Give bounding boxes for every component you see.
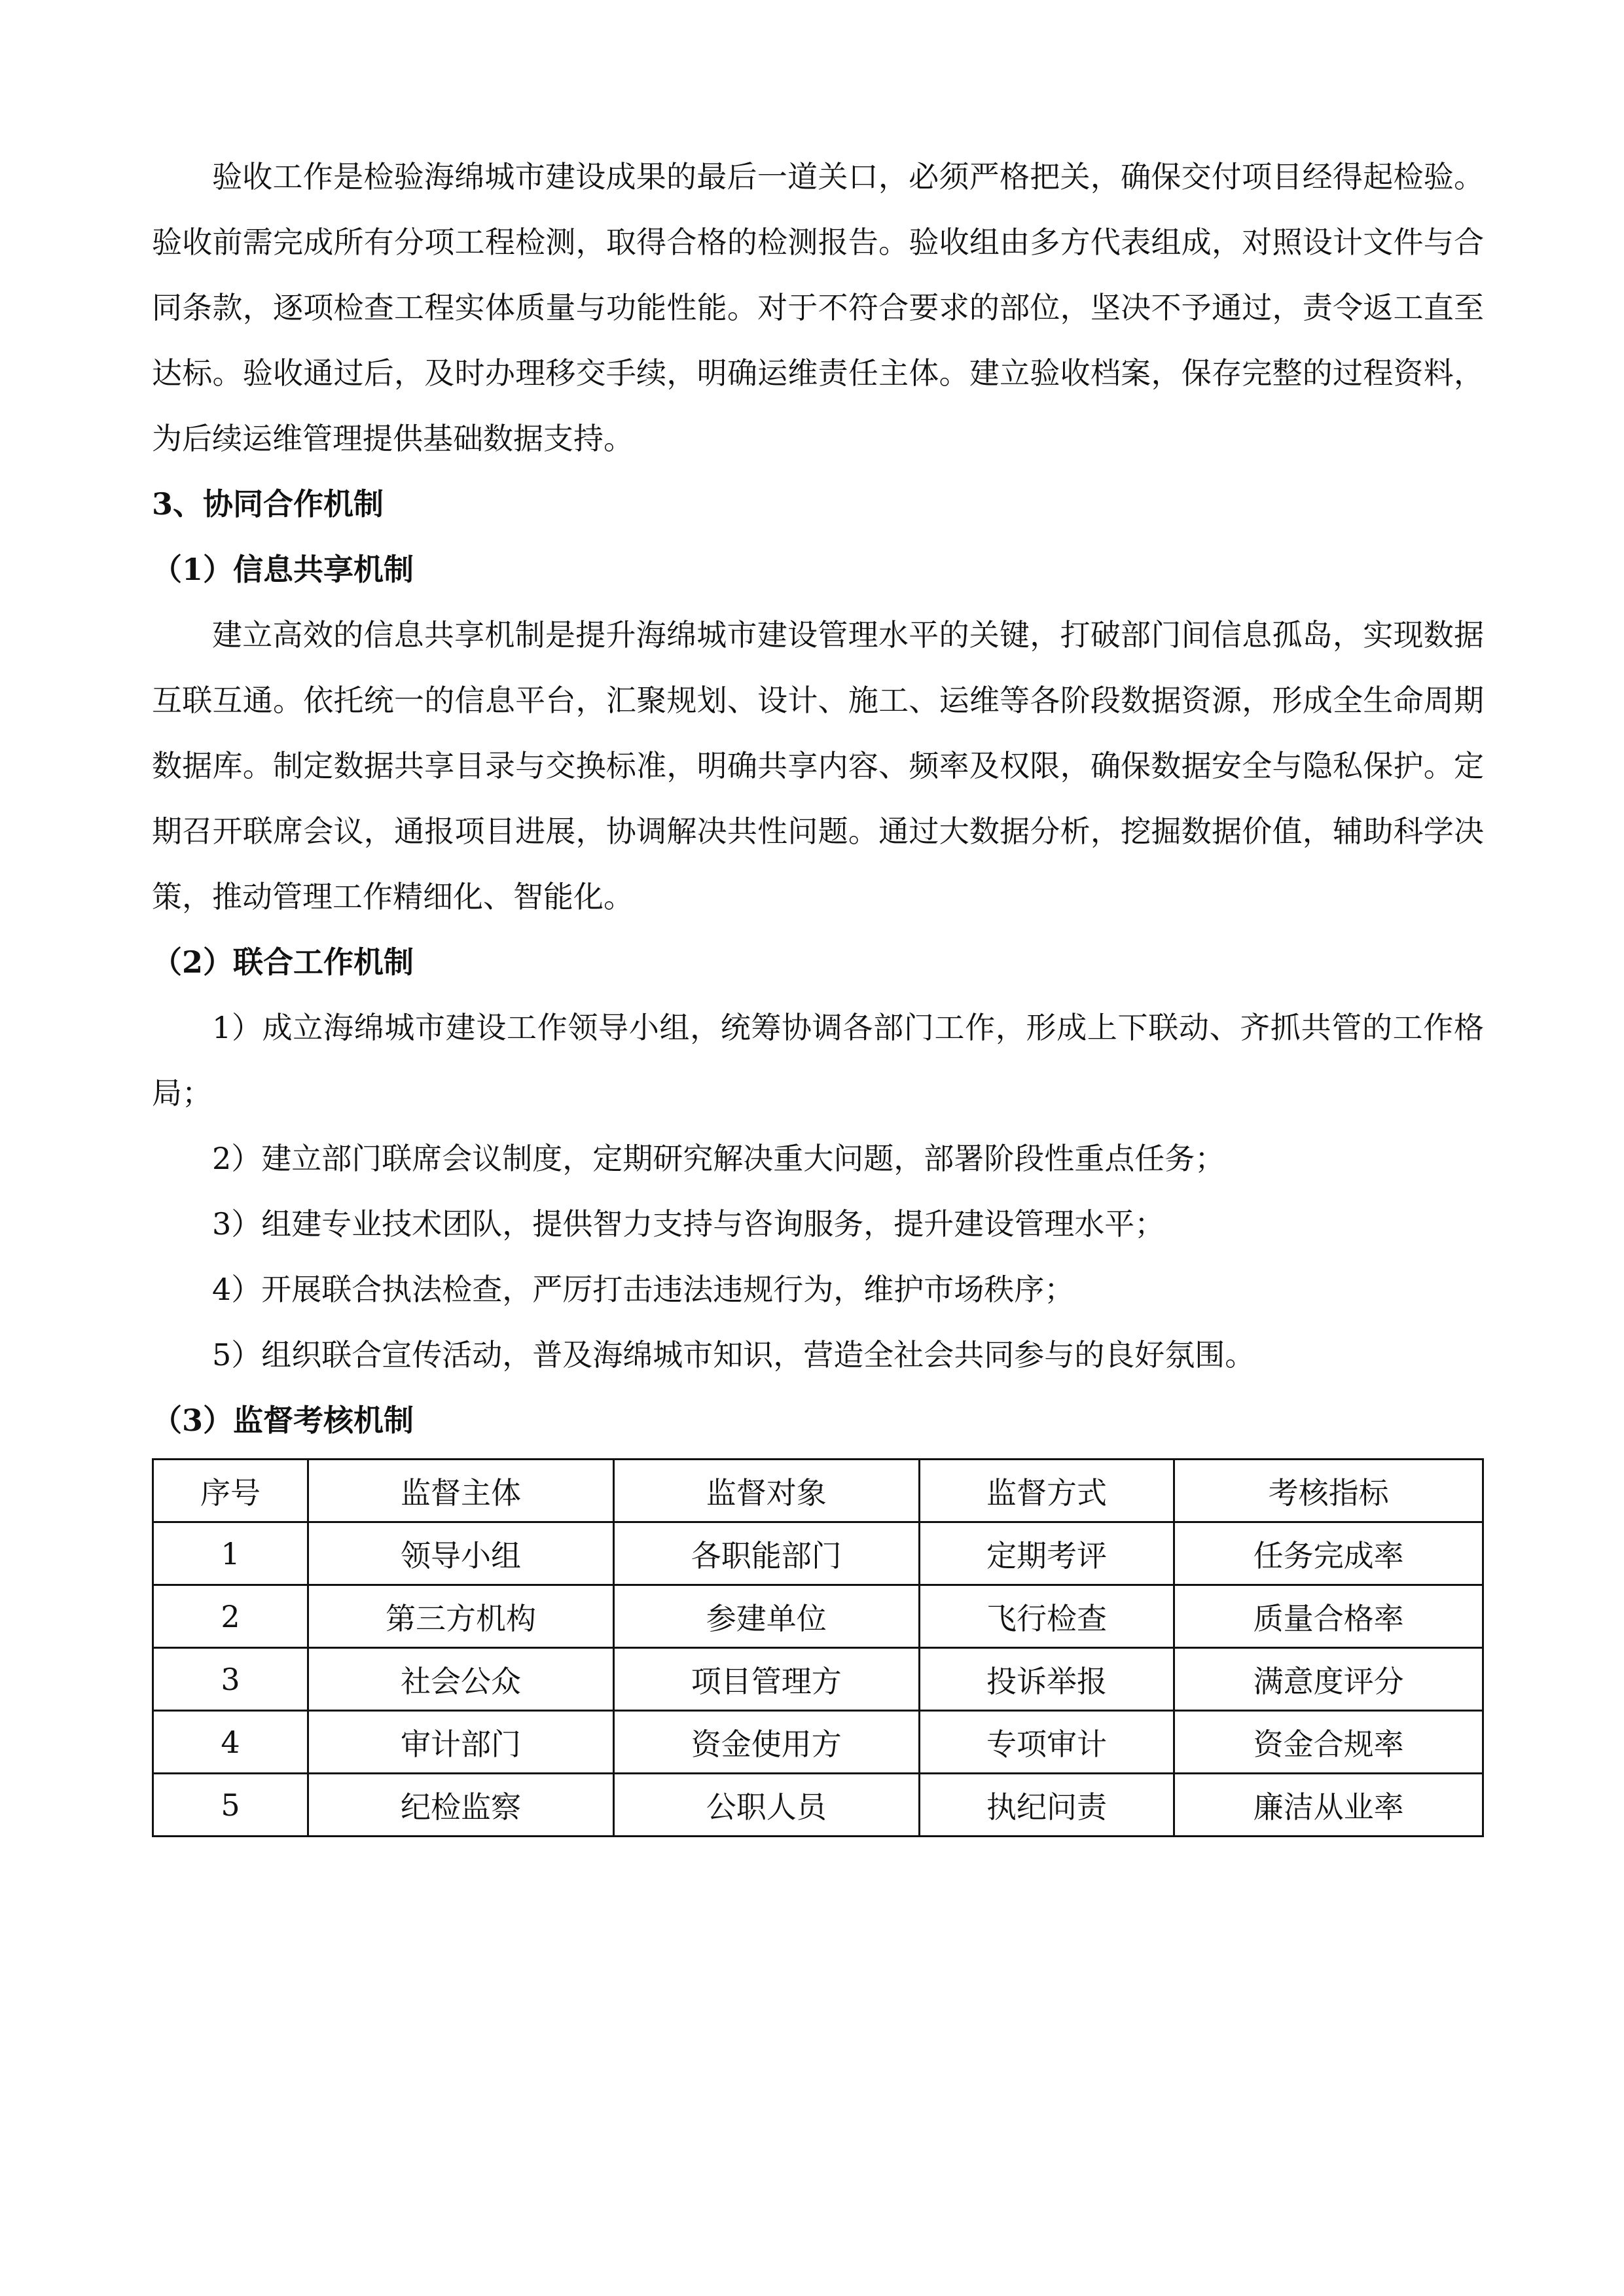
table-cell: 参建单位	[613, 1585, 919, 1648]
paragraph-acceptance: 验收工作是检验海绵城市建设成果的最后一道关口，必须严格把关，确保交付项目经得起检验。验收前需完成所有分项工程检测，取得合格的检测报告。验收组由多方代表组成，对照设计文件与合同条款，逐项检查工程实体质量与功能性能。对于不符合要求的部位，坚决不予通过，责令返工直至达标。验收通过后，及时办理移交手续，明确运维责任主体。建立验收档案，保存完整的过程资料，为后续运维管理提供基础数据支持。	[152, 159, 1484, 456]
table-cell: 资金合规率	[1174, 1711, 1483, 1774]
table-cell: 1	[153, 1522, 308, 1585]
table-cell: 资金使用方	[613, 1711, 919, 1774]
table-cell: 社会公众	[308, 1648, 614, 1711]
table-row	[153, 1774, 1483, 1837]
table-cell: 廉洁从业率	[1174, 1774, 1483, 1837]
list-item: 2）建立部门联席会议制度，定期研究解决重大问题，部署阶段性重点任务；	[212, 1141, 1225, 1176]
table-cell: 审计部门	[308, 1711, 614, 1774]
table-row	[153, 1522, 1483, 1585]
table-cell: 第三方机构	[308, 1585, 614, 1648]
table-cell: 满意度评分	[1174, 1648, 1483, 1711]
table-cell: 质量合格率	[1174, 1585, 1483, 1648]
table-cell: 纪检监察	[308, 1774, 614, 1837]
table-cell: 飞行检查	[919, 1585, 1174, 1648]
table-cell: 公职人员	[613, 1774, 919, 1837]
table-row	[153, 1648, 1483, 1711]
column-header-method: 监督方式	[919, 1460, 1174, 1522]
document-page	[152, 144, 1484, 1837]
table-cell: 投诉举报	[919, 1648, 1174, 1711]
table-cell: 定期考评	[919, 1522, 1174, 1585]
list-item: 3）组建专业技术团队，提供智力支持与咨询服务，提升建设管理水平；	[212, 1206, 1165, 1242]
table-cell: 执纪问责	[919, 1774, 1174, 1837]
column-header-object: 监督对象	[613, 1460, 919, 1522]
supervision-table	[152, 1458, 1484, 1837]
subheading-supervision: （3）监督考核机制	[152, 1403, 414, 1438]
list-item: 4）开展联合执法检查，严厉打击违法违规行为，维护市场秩序；	[212, 1272, 1075, 1307]
table-cell: 领导小组	[308, 1522, 614, 1585]
column-header-subject: 监督主体	[308, 1460, 614, 1522]
column-header-indicator: 考核指标	[1174, 1460, 1483, 1522]
subheading-joint-work: （2）联合工作机制	[152, 944, 414, 980]
table-cell: 5	[153, 1774, 308, 1837]
list-item: 5）组织联合宣传活动，普及海绵城市知识，营造全社会共同参与的良好氛围。	[212, 1337, 1255, 1372]
table-cell: 各职能部门	[613, 1522, 919, 1585]
table-cell: 3	[153, 1648, 308, 1711]
table-cell: 项目管理方	[613, 1648, 919, 1711]
subheading-info-sharing: （1）信息共享机制	[152, 552, 414, 587]
table-row	[153, 1585, 1483, 1648]
table-cell: 4	[153, 1711, 308, 1774]
table-header-row	[153, 1460, 1483, 1522]
table-cell: 任务完成率	[1174, 1522, 1483, 1585]
list-item: 1）成立海绵城市建设工作领导小组，统筹协调各部门工作，形成上下联动、齐抓共管的工作格局；	[152, 1010, 1484, 1111]
section-heading-collaboration: 3、协同合作机制	[152, 486, 384, 522]
table-cell: 专项审计	[919, 1711, 1174, 1774]
column-header-index: 序号	[153, 1460, 308, 1522]
table-row	[153, 1711, 1483, 1774]
paragraph-info-sharing: 建立高效的信息共享机制是提升海绵城市建设管理水平的关键，打破部门间信息孤岛，实现数据互联互通。依托统一的信息平台，汇聚规划、设计、施工、运维等各阶段数据资源，形成全生命周期数据库。制定数据共享目录与交换标准，明确共享内容、频率及权限，确保数据安全与隐私保护。定期召开联席会议，通报项目进展，协调解决共性问题。通过大数据分析，挖掘数据价值，辅助科学决策，推动管理工作精细化、智能化。	[152, 617, 1484, 914]
table-cell: 2	[153, 1585, 308, 1648]
